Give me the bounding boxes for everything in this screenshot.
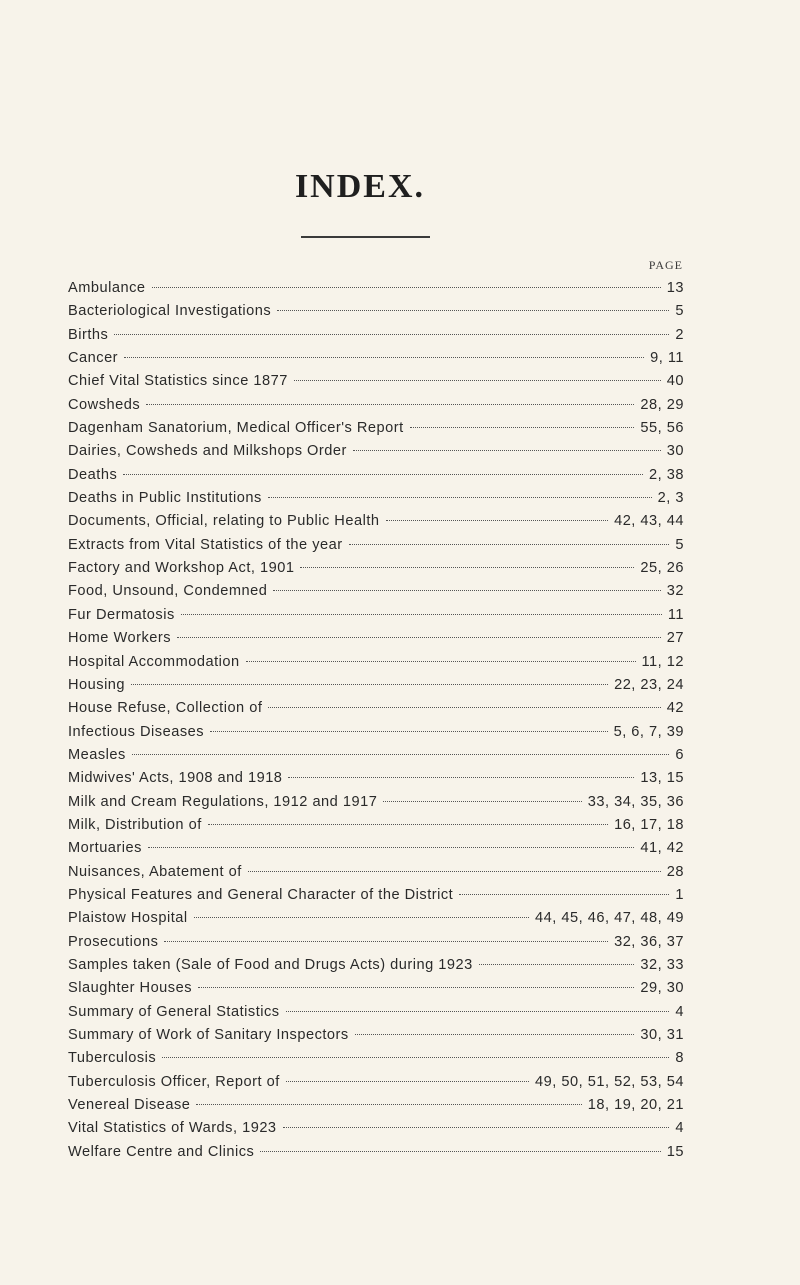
index-topic: Tuberculosis — [68, 1050, 157, 1067]
dot-leader — [152, 287, 661, 288]
dot-leader — [268, 497, 652, 498]
dot-leader — [162, 1057, 669, 1058]
index-pages: 13 — [666, 280, 684, 296]
index-topic: Midwives' Acts, 1908 and 1918 — [68, 770, 283, 787]
dot-leader — [194, 917, 529, 918]
dot-leader — [410, 427, 635, 428]
index-pages: 30, 31 — [640, 1027, 684, 1043]
dot-leader — [210, 731, 608, 732]
dot-leader — [123, 474, 643, 475]
dot-leader — [131, 684, 608, 685]
index-topic: Hospital Accommodation — [68, 653, 240, 670]
page-title: INDEX. — [294, 168, 426, 205]
index-topic: Milk, Distribution of — [68, 816, 202, 833]
index-pages: 16, 17, 18 — [614, 816, 684, 833]
index-entry — [68, 931, 684, 954]
index-entry — [68, 440, 684, 463]
index-topic: Venereal Disease — [68, 1097, 191, 1114]
index-pages: 32, 33 — [640, 956, 684, 973]
index-topic: Plaistow Hospital — [68, 910, 188, 927]
index-pages: 32, 36, 37 — [614, 933, 684, 950]
dot-leader — [146, 404, 634, 405]
dot-leader — [286, 1081, 529, 1082]
index-entry — [68, 627, 684, 650]
index-entry — [68, 814, 684, 837]
index-pages: 44, 45, 46, 47, 48, 49 — [535, 910, 684, 927]
index-pages: 8 — [675, 1050, 684, 1067]
index-entry — [68, 744, 684, 767]
page-column-label: PAGE — [648, 258, 683, 272]
index-topic: Bacteriological Investigations — [68, 303, 272, 320]
index-pages: 15 — [666, 1143, 684, 1160]
index-topic: Cowsheds — [68, 396, 141, 413]
dot-leader — [208, 824, 608, 825]
index-pages: 5 — [675, 536, 684, 553]
dot-leader — [248, 871, 661, 872]
index-pages: 28 — [666, 863, 684, 880]
index-pages: 11, 12 — [641, 653, 684, 670]
index-pages: 2, 38 — [649, 466, 684, 483]
index-pages: 22, 23, 24 — [614, 676, 684, 693]
index-entry — [68, 837, 684, 860]
index-pages: 13, 15 — [640, 770, 684, 787]
index-entry — [68, 324, 684, 347]
index-topic: Dairies, Cowsheds and Milkshops Order — [68, 443, 347, 460]
dot-leader — [268, 707, 660, 708]
index-entry — [68, 767, 684, 790]
index-entry — [68, 580, 684, 603]
index-list — [68, 277, 684, 1164]
dot-leader — [148, 847, 634, 848]
index-topic: Physical Features and General Character of the District — [68, 886, 454, 903]
dot-leader — [196, 1104, 581, 1105]
index-entry — [68, 277, 684, 300]
index-entry — [68, 347, 684, 370]
index-pages: 27 — [666, 630, 684, 647]
index-entry — [68, 907, 684, 930]
dot-leader — [124, 357, 644, 358]
index-topic: Slaughter Houses — [68, 980, 193, 997]
index-pages: 32 — [666, 583, 684, 600]
index-pages: 1 — [675, 886, 684, 903]
index-entry — [68, 1141, 684, 1164]
index-pages: 42, 43, 44 — [614, 513, 684, 530]
index-topic: Summary of Work of Sanitary Inspectors — [68, 1027, 349, 1043]
dot-leader — [273, 590, 660, 591]
index-pages: 42 — [666, 700, 684, 717]
index-pages: 28, 29 — [640, 396, 684, 413]
dot-leader — [386, 520, 609, 521]
index-entry — [68, 417, 684, 440]
index-pages: 40 — [666, 373, 684, 390]
dot-leader — [198, 987, 634, 988]
index-pages: 18, 19, 20, 21 — [587, 1097, 684, 1114]
index-entry — [68, 861, 684, 884]
index-pages: 41, 42 — [640, 840, 684, 857]
index-entry — [68, 977, 684, 1000]
index-entry — [68, 1094, 684, 1117]
index-pages: 2, 3 — [657, 490, 684, 507]
index-entry — [68, 370, 684, 393]
index-entry — [68, 1117, 684, 1140]
index-entry — [68, 1024, 684, 1047]
index-entry — [68, 604, 684, 627]
index-topic: Welfare Centre and Clinics — [68, 1143, 255, 1160]
index-topic: Mortuaries — [68, 840, 142, 857]
dot-leader — [114, 334, 669, 335]
index-pages: 2 — [675, 326, 684, 343]
index-topic: Vital Statistics of Wards, 1923 — [68, 1120, 277, 1137]
dot-leader — [283, 1127, 670, 1128]
index-topic: Summary of General Statistics — [68, 1003, 280, 1020]
index-pages: 49, 50, 51, 52, 53, 54 — [535, 1073, 684, 1090]
index-entry — [68, 651, 684, 674]
index-topic: House Refuse, Collection of — [68, 700, 263, 717]
dot-leader — [132, 754, 670, 755]
dot-leader — [288, 777, 634, 778]
dot-leader — [349, 544, 670, 545]
index-entry — [68, 557, 684, 580]
index-entry — [68, 464, 684, 487]
index-pages: 5 — [675, 303, 684, 320]
index-topic: Samples taken (Sale of Food and Drugs Acts) during 1923 — [68, 956, 473, 973]
index-entry — [68, 884, 684, 907]
index-topic: Nuisances, Abatement of — [68, 863, 242, 880]
index-entry — [68, 487, 684, 510]
index-topic: Documents, Official, relating to Public Health — [68, 513, 380, 530]
dot-leader — [277, 310, 669, 311]
index-pages: 33, 34, 35, 36 — [587, 793, 684, 810]
dot-leader — [479, 964, 635, 965]
dot-leader — [300, 567, 634, 568]
dot-leader — [355, 1034, 635, 1035]
index-pages: 30 — [666, 443, 684, 460]
dot-leader — [164, 941, 608, 942]
index-topic: Fur Dermatosis — [68, 606, 175, 623]
index-entry — [68, 510, 684, 533]
index-topic: Food, Unsound, Condemned — [68, 583, 268, 600]
index-topic: Factory and Workshop Act, 1901 — [68, 560, 295, 577]
index-entry — [68, 534, 684, 557]
index-entry — [68, 697, 684, 720]
index-pages: 6 — [675, 746, 684, 763]
index-pages: 4 — [675, 1120, 684, 1137]
index-entry — [68, 721, 684, 744]
index-topic: Cancer — [68, 350, 119, 367]
index-topic: Dagenham Sanatorium, Medical Officer's Report — [68, 420, 404, 437]
index-topic: Chief Vital Statistics since 1877 — [68, 373, 288, 390]
index-entry — [68, 394, 684, 417]
index-topic: Home Workers — [68, 630, 172, 647]
index-topic: Ambulance — [68, 280, 146, 296]
dot-leader — [181, 614, 662, 615]
index-topic: Measles — [68, 746, 126, 763]
index-pages: 9, 11 — [650, 350, 684, 367]
index-pages: 11 — [667, 606, 684, 623]
dot-leader — [383, 801, 581, 802]
index-pages: 4 — [675, 1003, 684, 1020]
dot-leader — [246, 661, 636, 662]
index-entry — [68, 1047, 684, 1070]
index-pages: 29, 30 — [640, 980, 684, 997]
index-topic: Deaths — [68, 466, 118, 483]
index-entry — [68, 1071, 684, 1094]
index-topic: Tuberculosis Officer, Report of — [68, 1073, 280, 1090]
index-topic: Extracts from Vital Statistics of the year — [68, 536, 343, 553]
dot-leader — [260, 1151, 660, 1152]
dot-leader — [177, 637, 661, 638]
index-topic: Deaths in Public Institutions — [68, 490, 262, 507]
index-entry — [68, 791, 684, 814]
index-pages: 5, 6, 7, 39 — [613, 723, 684, 740]
index-entry — [68, 300, 684, 323]
dot-leader — [459, 894, 669, 895]
title-divider — [301, 236, 430, 238]
index-entry — [68, 954, 684, 977]
index-entry — [68, 674, 684, 697]
index-topic: Infectious Diseases — [68, 723, 205, 740]
index-topic: Housing — [68, 676, 126, 693]
index-topic: Births — [68, 326, 109, 343]
dot-leader — [294, 380, 661, 381]
index-topic: Milk and Cream Regulations, 1912 and 1917 — [68, 793, 378, 810]
index-pages: 25, 26 — [640, 560, 684, 577]
dot-leader — [353, 450, 661, 451]
index-pages: 55, 56 — [640, 420, 684, 437]
index-entry — [68, 1001, 684, 1024]
dot-leader — [286, 1011, 670, 1012]
index-topic: Prosecutions — [68, 933, 159, 950]
